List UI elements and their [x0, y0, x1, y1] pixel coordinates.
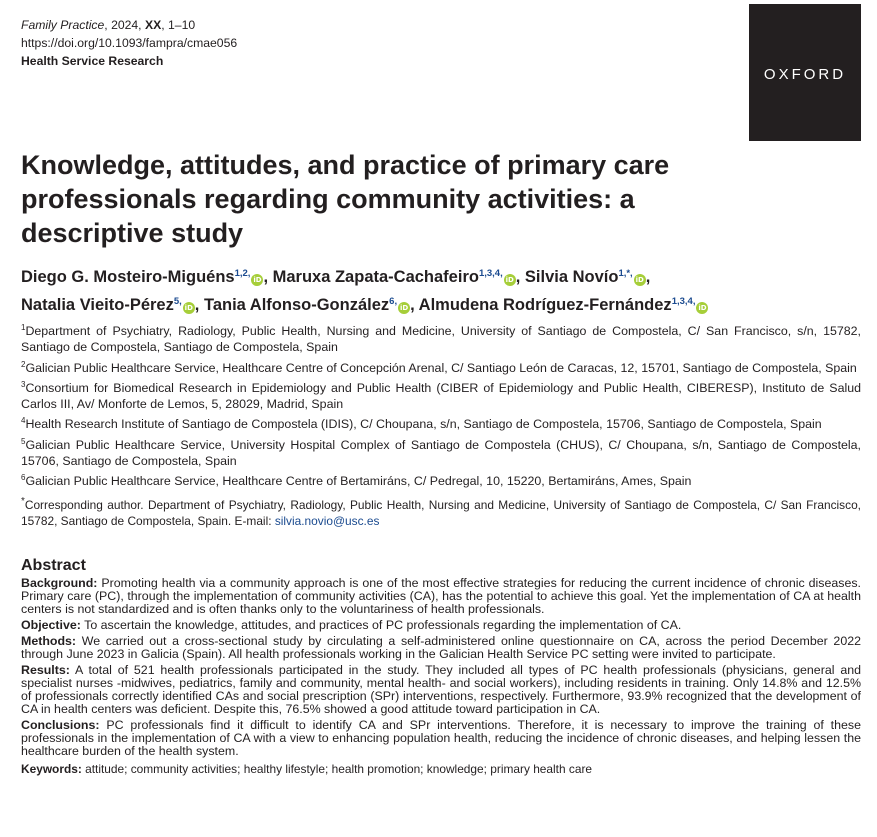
affiliation-text: Galician Public Healthcare Service, Healthcare Centre of Bertamiráns, C/ Pedregal, 10, 15220, Bertamiráns, Ames, Spain — [25, 474, 692, 489]
affiliation — [21, 434, 861, 470]
corresponding-author — [21, 494, 861, 529]
keywords — [21, 762, 861, 776]
affiliation-number: 6 — [21, 473, 26, 483]
author[interactable] — [21, 268, 263, 286]
author-affiliation-marks: 6, — [389, 295, 398, 307]
author-affiliation-marks: 1,3,4, — [478, 268, 503, 279]
journal-name: Family Practice — [21, 18, 105, 32]
corresponding-email-link[interactable]: silvia.novio@usc.es — [274, 513, 380, 528]
abstract-label: Objective: — [21, 618, 81, 632]
article-section: Health Service Research — [21, 54, 164, 68]
affiliation-text: Galician Public Healthcare Service, Healthcare Centre of Concepción Arenal, C/ Santiago León de Caracas, 12, 15701, Santiago de Compostela, Spain — [25, 360, 857, 375]
orcid-icon[interactable]: iD — [635, 276, 644, 284]
author-name: Silvia Novío — [524, 268, 619, 286]
author[interactable] — [204, 296, 410, 314]
abstract-background — [21, 577, 861, 616]
author-separator: , — [515, 268, 525, 286]
author[interactable] — [525, 268, 646, 286]
journal-header — [21, 16, 237, 70]
author-name: Maruxa Zapata-Cachafeiro — [272, 268, 479, 286]
article-title: Knowledge, attitudes, and practice of primary care professionals regarding community activities: a descriptive study — [21, 150, 670, 248]
abstract-label: Methods: — [21, 634, 77, 648]
doi-link[interactable]: https://doi.org/10.1093/fampra/cmae056 — [21, 36, 238, 50]
abstract-text: Promoting health via a community approach is one of the most effective strategies for reducing the current incidence of chronic diseases. Primary care (PC), through the implementation of community activities (CA), has the potential to achieve this goal. Yet the implementation of CA at health centers is not standardized and is often thanks only to the voluntariness of health professionals. — [21, 576, 861, 616]
abstract-text: A total of 521 health professionals participated in the study. They included all types of PC health professionals (physicians, general and specialist nurses -midwives, pediatrics, family and community, mental health- and social workers), including residents in training. Only 14.8% and 12.5% of professionals correctly identified CAs and social prescription (SPr) interventions, respectively. Furthermore, 93.9% recognized that the development of CA in health centers was deficient. Despite this, 76.5% showed a good attitude toward participation in CA. — [21, 663, 861, 716]
affiliation-number: 1 — [21, 323, 26, 332]
abstract-label: Background: — [21, 576, 98, 590]
affiliation — [21, 470, 861, 489]
affiliation — [21, 413, 861, 432]
abstract-objective — [21, 619, 861, 632]
orcid-icon[interactable]: iD — [698, 303, 707, 312]
abstract-heading: Abstract — [21, 557, 86, 574]
abstract-label: Conclusions: — [21, 718, 100, 732]
orcid-icon[interactable]: iD — [505, 276, 514, 284]
author-list — [21, 262, 861, 317]
affiliation-text: Health Research Institute of Santiago de Compostela (IDIS), C/ Choupana, s/n, Santiago de Compostela, 15706, Santiago de Compostela, Spain — [25, 417, 822, 432]
author[interactable] — [419, 296, 709, 314]
journal-year: , 2024, — [104, 18, 145, 32]
journal-citation — [21, 16, 237, 34]
author-name: Almudena Rodríguez-Fernández — [418, 295, 672, 314]
orcid-icon[interactable]: iD — [399, 303, 409, 312]
journal-pages: , 1–10 — [161, 18, 196, 32]
affiliation — [21, 377, 861, 413]
affiliation-number: 2 — [21, 359, 26, 369]
oxford-logo-text: OXFORD — [763, 66, 847, 83]
abstract-label: Results: — [21, 663, 70, 677]
keywords-label: Keywords: — [21, 762, 82, 776]
affiliation-number: 3 — [21, 379, 26, 389]
abstract-conclusions — [21, 719, 861, 758]
author-name: Tania Alfonso-González — [203, 295, 390, 314]
affiliation-number: 4 — [21, 416, 26, 426]
author[interactable] — [273, 268, 516, 286]
abstract-methods — [21, 635, 861, 661]
author-affiliation-marks: 1,3,4, — [671, 295, 696, 307]
affiliation — [21, 357, 861, 376]
affiliation-list — [21, 320, 861, 529]
affiliation-text: Department of Psychiatry, Radiology, Public Health, Nursing and Medicine, University of Santiago de Compostela, C/ San Francisco, s/n, 15782, Santiago de Compostela, Santiago de Compostela, Spain — [21, 324, 861, 355]
author-affiliation-marks: 5, — [173, 295, 182, 307]
abstract-text: We carried out a cross-sectional study by circulating a self-administered online questionnaire on CA, across the period December 2022 through June 2023 in Galicia (Spain). All health professionals working in the Galician Health Service PC setting were invited to participate. — [21, 634, 861, 661]
author-name: Natalia Vieito-Pérez — [21, 295, 174, 314]
corresponding-text: Corresponding author. Department of Psychiatry, Radiology, Public Health, Nursing and Medicine, University of Santiago de Compostela, C/ San Francisco, 15782, Santiago de Compostela, Spain. E-mail: — [21, 497, 861, 528]
author-separator: , — [645, 268, 651, 286]
affiliation — [21, 320, 861, 356]
affiliation-text: Galician Public Healthcare Service, University Hospital Complex of Santiago de Compostela (CHUS), C/ Choupana, s/n, Santiago de Compostela, 15706, Santiago de Compostela, Spain — [21, 437, 861, 469]
author-separator: , — [194, 295, 200, 314]
affiliation-text: Consortium for Biomedical Research in Epidemiology and Public Health (CIBER of Epidemiology and Public Health, CIBERESP), Instituto de Salud Carlos III, Av/ Monforte de Lemos, 5, 28029, Madrid, Spain — [21, 380, 861, 412]
author[interactable] — [21, 296, 195, 314]
corresponding-mark: * — [21, 495, 25, 507]
author-separator: , — [410, 295, 419, 314]
affiliation-number: 5 — [21, 436, 26, 446]
orcid-icon[interactable]: iD — [253, 276, 262, 284]
author-name: Diego G. Mosteiro-Miguéns — [21, 268, 235, 286]
abstract-text: To ascertain the knowledge, attitudes, and practices of PC professionals regarding the implementation of CA. — [80, 618, 682, 632]
keywords-text: attitude; community activities; healthy lifestyle; health promotion; knowledge; primary health care — [81, 762, 593, 776]
abstract-results — [21, 664, 861, 716]
orcid-icon[interactable]: iD — [184, 303, 193, 312]
abstract-text: PC professionals find it difficult to identify CA and SPr interventions. Therefore, it is necessary to improve the training of these professionals in the implementation of CA with a view to enhancing population health, reducing the incidence of chronic diseases, and helping lessen the healthcare burden of the health system. — [21, 718, 861, 758]
oxford-logo — [749, 4, 861, 141]
author-affiliation-marks: 1,2, — [234, 268, 251, 279]
abstract-section — [21, 556, 861, 779]
author-separator: , — [263, 268, 273, 286]
journal-volume: XX — [144, 18, 162, 32]
author-affiliation-marks: 1,*, — [618, 268, 633, 279]
